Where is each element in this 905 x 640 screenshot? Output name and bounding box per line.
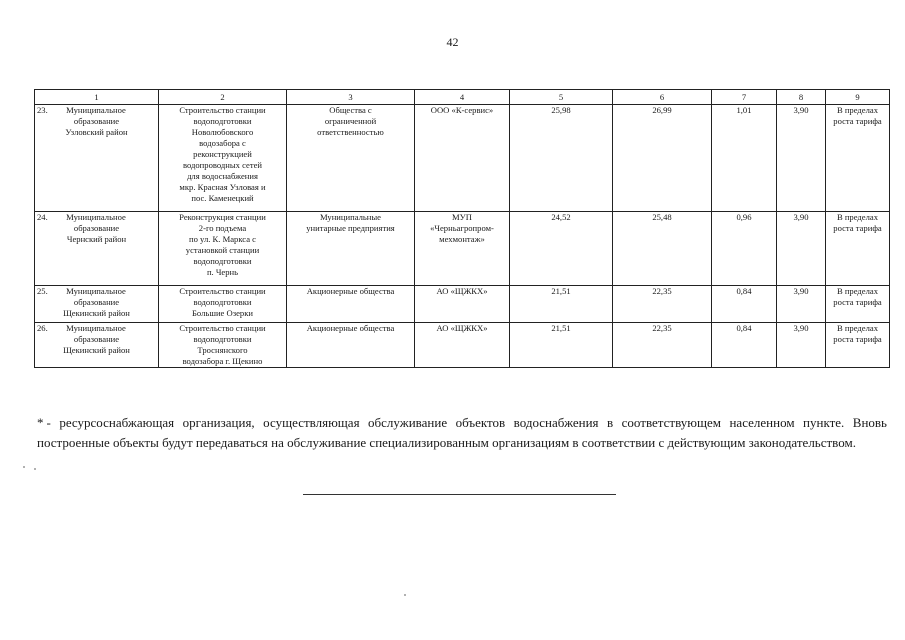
- cell-tariff-note-line: В пределах: [836, 105, 879, 115]
- cell-org-form-line: Акционерные общества: [306, 323, 395, 333]
- page-number: 42: [446, 35, 459, 49]
- cell-project-line: Строительство станции: [179, 323, 266, 333]
- scan-speck: [404, 594, 406, 596]
- cell-project-line: реконструкцией: [193, 149, 252, 159]
- cell-org-form-line: Общества с: [329, 105, 372, 115]
- table-row: [35, 286, 890, 323]
- cell-project-line: 2-го подъема: [198, 223, 247, 233]
- municipality-line: Щекинский район: [63, 308, 130, 318]
- cell-project-line: водоподготовки: [193, 334, 252, 344]
- municipality-line: образование: [73, 116, 120, 126]
- municipality-line: Муниципальное: [66, 105, 126, 115]
- cell-org-form: [287, 212, 415, 286]
- cell-project: [159, 323, 287, 368]
- column-header: 3: [287, 90, 415, 105]
- municipality-line: Муниципальное: [66, 323, 126, 333]
- municipality-line: Муниципальное: [66, 286, 126, 296]
- cell-municipality: 25. Муниципальное образование Щекинский район: [35, 286, 159, 323]
- cell-value-c6: 26,99: [613, 105, 712, 212]
- cell-organization-line: МУП: [452, 212, 472, 222]
- cell-organization-line: АО «ЩЖКХ»: [436, 286, 488, 296]
- table-row: [35, 212, 890, 286]
- cell-project: [159, 105, 287, 212]
- cell-tariff-note-line: роста тарифа: [833, 116, 882, 126]
- cell-project-line: пос. Каменецкий: [191, 193, 254, 203]
- closing-rule: [303, 494, 616, 495]
- cell-tariff-note-line: роста тарифа: [833, 334, 882, 344]
- cell-value-c5: 25,98: [510, 105, 613, 212]
- cell-value-c5: 24,52: [510, 212, 613, 286]
- cell-project-line: п. Чернь: [206, 267, 239, 277]
- cell-project-line: водоподготовки: [193, 256, 252, 266]
- column-header: 8: [777, 90, 826, 105]
- cell-project-line: Строительство станции: [179, 286, 266, 296]
- municipality-line: Чернский район: [66, 234, 127, 244]
- cell-tariff-note-line: В пределах: [836, 212, 879, 222]
- cell-project-line: Реконструкция станции: [179, 212, 266, 222]
- cell-municipality: 24. Муниципальное образование Чернский район: [35, 212, 159, 286]
- cell-value-c7: 0,96: [712, 212, 777, 286]
- cell-project-line: для водоснабжения: [187, 171, 258, 181]
- cell-org-form: [287, 323, 415, 368]
- cell-project-line: по ул. К. Маркса с: [189, 234, 256, 244]
- cell-project-line: водоподготовки: [193, 297, 252, 307]
- column-header: 7: [712, 90, 777, 105]
- cell-tariff-note: [826, 105, 890, 212]
- municipality-line: Узловский район: [65, 127, 128, 137]
- column-header: 2: [159, 90, 287, 105]
- municipality-line: образование: [73, 223, 120, 233]
- cell-organization-line: мехмонтаж»: [439, 234, 485, 244]
- footnote-asterisk: *: [37, 415, 44, 430]
- cell-project-line: Большие Озерки: [192, 308, 253, 318]
- cell-org-form: [287, 105, 415, 212]
- cell-value-c7: 1,01: [712, 105, 777, 212]
- cell-tariff-note-line: В пределах: [836, 286, 879, 296]
- column-header: 9: [826, 90, 890, 105]
- cell-project: [159, 286, 287, 323]
- cell-project: [159, 212, 287, 286]
- cell-org-form-line: Акционерные общества: [306, 286, 395, 296]
- table-row: [35, 323, 890, 368]
- cell-project-line: водопроводных сетей: [182, 160, 263, 170]
- cell-tariff-note-line: В пределах: [836, 323, 879, 333]
- municipality-line: Муниципальное: [66, 212, 126, 222]
- cell-tariff-note: [826, 212, 890, 286]
- data-table: [34, 89, 890, 368]
- cell-organization-line: ООО «К-сервис»: [430, 105, 494, 115]
- footnote: [37, 413, 887, 453]
- municipality-line: образование: [73, 334, 120, 344]
- cell-municipality: 23. Муниципальное образование Узловский район: [35, 105, 159, 212]
- column-header: 1: [35, 90, 159, 105]
- scan-speck: [23, 466, 25, 468]
- cell-org-form-line: Муниципальные: [319, 212, 381, 222]
- cell-value-c5: 21,51: [510, 323, 613, 368]
- cell-org-form-line: унитарные предприятия: [306, 223, 395, 233]
- column-header: 6: [613, 90, 712, 105]
- cell-org-form-line: ограниченной: [324, 116, 377, 126]
- cell-organization-line: «Черньагропром-: [430, 223, 494, 233]
- cell-value-c5: 21,51: [510, 286, 613, 323]
- cell-organization: [415, 286, 510, 323]
- cell-org-form: [287, 286, 415, 323]
- cell-project-line: Строительство станции: [179, 105, 266, 115]
- cell-organization: [415, 105, 510, 212]
- cell-value-c6: 22,35: [613, 286, 712, 323]
- cell-organization: [415, 212, 510, 286]
- cell-project-line: водоподготовки: [193, 116, 252, 126]
- cell-tariff-note: [826, 323, 890, 368]
- cell-project-line: водозабора с: [199, 138, 246, 148]
- cell-project-line: Троснянского: [197, 345, 248, 355]
- municipality-line: Щекинский район: [63, 345, 130, 355]
- cell-value-c6: 22,35: [613, 323, 712, 368]
- cell-municipality: 26. Муниципальное образование Щекинский район: [35, 323, 159, 368]
- table-header-row: [35, 90, 890, 105]
- municipality-line: образование: [73, 297, 120, 307]
- cell-value-c8: 3,90: [777, 323, 826, 368]
- cell-value-c6: 25,48: [613, 212, 712, 286]
- column-header: 4: [415, 90, 510, 105]
- scan-speck: [34, 468, 36, 470]
- cell-organization: [415, 323, 510, 368]
- footnote-text: - ресурсоснабжающая организация, осуществляющая обслуживание объектов водоснабжения в соответствующем населенном пункте. Вновь построенные объекты будут передаваться на обслуживание специализированным организациям в соответствии с действующим законодательством.: [37, 415, 887, 450]
- column-header: 5: [510, 90, 613, 105]
- cell-value-c7: 0,84: [712, 323, 777, 368]
- cell-value-c8: 3,90: [777, 212, 826, 286]
- cell-tariff-note-line: роста тарифа: [833, 297, 882, 307]
- cell-project-line: установкой станции: [185, 245, 260, 255]
- cell-tariff-note: [826, 286, 890, 323]
- cell-tariff-note-line: роста тарифа: [833, 223, 882, 233]
- cell-value-c8: 3,90: [777, 105, 826, 212]
- cell-org-form-line: ответственностью: [317, 127, 384, 137]
- cell-project-line: водозабора г. Щекино: [182, 356, 263, 366]
- cell-value-c7: 0,84: [712, 286, 777, 323]
- table-row: [35, 105, 890, 212]
- cell-organization-line: АО «ЩЖКХ»: [436, 323, 488, 333]
- cell-project-line: Новолюбовского: [191, 127, 254, 137]
- cell-value-c8: 3,90: [777, 286, 826, 323]
- cell-project-line: мкр. Красная Узловая и: [179, 182, 266, 192]
